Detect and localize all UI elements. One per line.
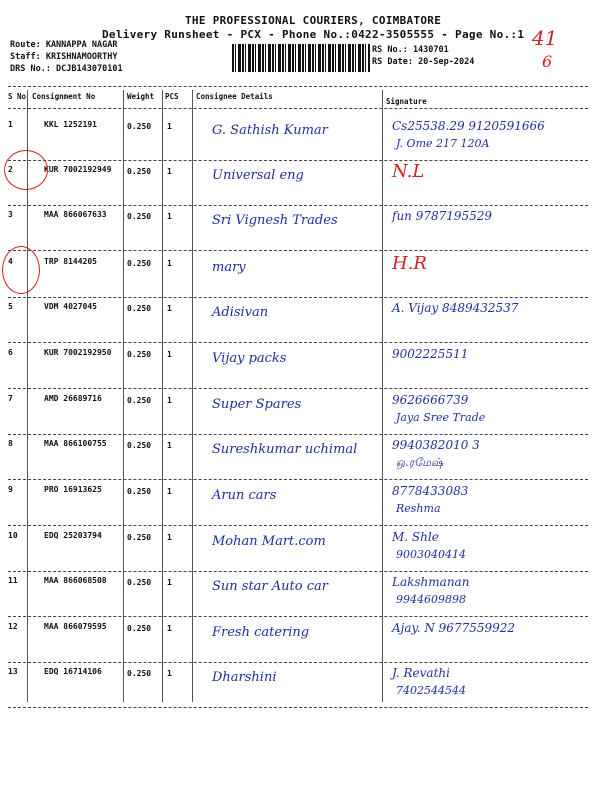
serial-number: 11: [8, 576, 18, 585]
signature-note: 9944609898: [396, 593, 466, 606]
row-separator: [8, 160, 588, 161]
table-row: [0, 437, 600, 481]
weight-value: 0.250: [127, 350, 152, 359]
serial-number: 7: [8, 394, 13, 403]
signature-handwriting: 9002225511: [392, 347, 469, 361]
row-separator: [8, 342, 588, 343]
pcs-value: 1: [167, 167, 172, 176]
weight-value: 0.250: [127, 259, 152, 268]
pcs-value: 1: [167, 487, 172, 496]
consignee-handwriting: Dharshini: [212, 670, 277, 685]
weight-value: 0.250: [127, 533, 152, 542]
weight-value: 0.250: [127, 122, 152, 131]
barcode: [232, 44, 370, 72]
consignee-handwriting: Adisivan: [212, 305, 269, 320]
consignment-number: EDQ 25203794: [44, 531, 102, 540]
header-rule-bottom: [8, 108, 588, 109]
table-row: [0, 529, 600, 573]
company-title: THE PROFESSIONAL COURIERS, COIMBATORE: [185, 14, 442, 27]
table-row: [0, 163, 600, 207]
runsheet-subtitle: Delivery Runsheet - PCX - Phone No.:0422-3505555 - Page No.:1: [102, 28, 525, 41]
table-row: [0, 255, 600, 299]
weight-value: 0.250: [127, 167, 152, 176]
consignment-number: EDQ 16714106: [44, 667, 102, 676]
col-header-sno: S No: [8, 92, 27, 101]
signature-handwriting: Lakshmanan: [392, 575, 470, 589]
row-separator: [8, 525, 588, 526]
consignee-handwriting: G. Sathish Kumar: [212, 123, 328, 138]
weight-value: 0.250: [127, 578, 152, 587]
table-row: [0, 483, 600, 527]
row-separator: [8, 388, 588, 389]
table-row: [0, 620, 600, 664]
weight-value: 0.250: [127, 304, 152, 313]
table-row: [0, 118, 600, 162]
signature-note: J. Ome 217 120A: [396, 137, 490, 150]
consignment-number: KUR 7002192950: [44, 348, 112, 357]
row-separator: [8, 250, 588, 251]
consignee-handwriting: Sun star Auto car: [212, 579, 328, 594]
serial-number: 13: [8, 667, 18, 676]
row-separator: [8, 297, 588, 298]
consignment-number: MAA 866068508: [44, 576, 107, 585]
pcs-value: 1: [167, 259, 172, 268]
route-label: Route: KANNAPPA NAGAR: [10, 40, 118, 50]
pcs-value: 1: [167, 396, 172, 405]
signature-handwriting: Cs25538.29 9120591666: [392, 119, 545, 133]
consignment-number: MAA 866067633: [44, 210, 107, 219]
serial-number: 4: [8, 257, 13, 266]
weight-value: 0.250: [127, 396, 152, 405]
signature-note: Reshma: [396, 502, 441, 515]
serial-number: 2: [8, 165, 13, 174]
table-row: [0, 300, 600, 344]
col-header-consignee: Consignee Details: [196, 92, 273, 101]
consignment-number: KUR 7002192949: [44, 165, 112, 174]
weight-value: 0.250: [127, 669, 152, 678]
signature-handwriting: fun 9787195529: [392, 209, 493, 223]
handwritten-count: 6: [542, 52, 553, 71]
pcs-value: 1: [167, 304, 172, 313]
col-header-weight: Weight: [127, 92, 155, 101]
signature-handwriting: H.R: [392, 253, 427, 274]
serial-number: 12: [8, 622, 18, 631]
pcs-value: 1: [167, 441, 172, 450]
consignment-number: MAA 866079595: [44, 622, 107, 631]
row-separator: [8, 662, 588, 663]
serial-number: 1: [8, 120, 13, 129]
col-header-signature: Signature: [386, 97, 427, 106]
row-separator: [8, 571, 588, 572]
signature-note: 7402544544: [396, 684, 466, 697]
consignee-handwriting: Arun cars: [212, 488, 277, 503]
weight-value: 0.250: [127, 212, 152, 221]
consignee-handwriting: Sri Vignesh Trades: [212, 213, 338, 228]
circle-mark-row-4: [2, 246, 40, 294]
drs-number: DRS No.: DCJB143070101: [10, 64, 123, 74]
row-separator: [8, 479, 588, 480]
table-row: [0, 392, 600, 436]
signature-handwriting: N.L: [392, 161, 425, 182]
serial-number: 10: [8, 531, 18, 540]
consignee-handwriting: Mohan Mart.com: [212, 534, 326, 549]
consignee-handwriting: Universal eng: [212, 168, 304, 183]
table-row: [0, 208, 600, 252]
serial-number: 5: [8, 302, 13, 311]
row-separator: [8, 205, 588, 206]
consignee-handwriting: Super Spares: [212, 397, 302, 412]
consignee-handwriting: Vijay packs: [212, 351, 287, 366]
table-row: [0, 346, 600, 390]
row-separator: [8, 434, 588, 435]
serial-number: 6: [8, 348, 13, 357]
serial-number: 3: [8, 210, 13, 219]
signature-note: 9003040414: [396, 548, 466, 561]
consignment-number: KKL 1252191: [44, 120, 97, 129]
circle-mark-row-2: [4, 150, 48, 190]
weight-value: 0.250: [127, 487, 152, 496]
consignee-handwriting: Fresh catering: [212, 625, 310, 640]
consignment-number: AMD 26689716: [44, 394, 102, 403]
pcs-value: 1: [167, 669, 172, 678]
consignment-number: VDM 4027045: [44, 302, 97, 311]
row-separator: [8, 707, 588, 708]
header-rule-top: [8, 86, 588, 87]
table-row: [0, 665, 600, 709]
consignment-number: TRP 8144205: [44, 257, 97, 266]
consignment-number: MAA 866100755: [44, 439, 107, 448]
signature-note: ஒ.ரமேஷ்: [396, 456, 444, 469]
signature-handwriting: J. Revathi: [392, 666, 450, 680]
pcs-value: 1: [167, 350, 172, 359]
staff-label: Staff: KRISHNAMOORTHY: [10, 52, 118, 62]
signature-handwriting: 9626666739: [392, 393, 469, 407]
consignee-handwriting: mary: [212, 260, 246, 275]
signature-handwriting: 9940382010 3: [392, 438, 480, 452]
pcs-value: 1: [167, 533, 172, 542]
signature-note: Jaya Sree Trade: [396, 411, 486, 424]
consignee-handwriting: Sureshkumar uchimal: [212, 442, 358, 457]
col-header-consignment: Consignment No: [32, 92, 96, 101]
serial-number: 9: [8, 485, 13, 494]
signature-handwriting: 8778433083: [392, 484, 469, 498]
signature-handwriting: A. Vijay 8489432537: [392, 301, 519, 315]
serial-number: 8: [8, 439, 13, 448]
handwritten-total: 41: [532, 26, 558, 50]
pcs-value: 1: [167, 578, 172, 587]
pcs-value: 1: [167, 624, 172, 633]
weight-value: 0.250: [127, 441, 152, 450]
rs-number: RS No.: 1430701: [372, 45, 449, 55]
rs-date: RS Date: 20-Sep-2024: [372, 57, 475, 67]
col-header-pcs: PCS: [165, 92, 179, 101]
pcs-value: 1: [167, 212, 172, 221]
consignment-number: PRO 16913625: [44, 485, 102, 494]
signature-handwriting: Ajay. N 9677559922: [392, 621, 516, 635]
pcs-value: 1: [167, 122, 172, 131]
signature-handwriting: M. Shle: [392, 530, 439, 544]
weight-value: 0.250: [127, 624, 152, 633]
table-row: [0, 574, 600, 618]
row-separator: [8, 616, 588, 617]
